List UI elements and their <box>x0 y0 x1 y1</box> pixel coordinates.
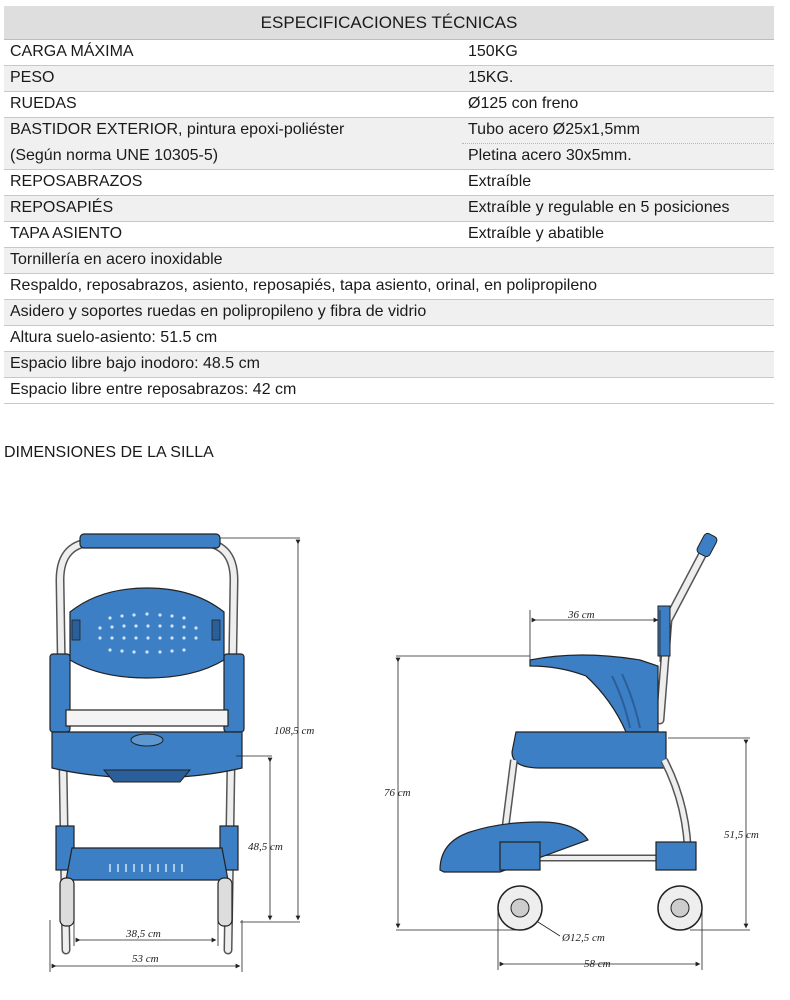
chair-dimension-drawing <box>0 470 790 995</box>
table-row <box>4 378 774 404</box>
spec-value: 150KG <box>462 40 774 66</box>
table-row <box>4 248 774 274</box>
table-row <box>4 326 774 352</box>
spec-label: PESO <box>4 66 462 92</box>
spec-value: Extraíble <box>462 170 774 196</box>
spec-table <box>4 6 774 404</box>
spec-value: Tubo acero Ø25x1,5mm <box>462 118 774 144</box>
dim-side-height: 76 cm <box>384 787 411 799</box>
spec-full-row: Espacio libre bajo inodoro: 48.5 cm <box>4 352 774 378</box>
table-row <box>4 222 774 248</box>
dim-front-clearance: 48,5 cm <box>248 841 283 853</box>
spec-value: Ø125 con freno <box>462 92 774 118</box>
spec-value: Extraíble y regulable en 5 posiciones <box>462 196 774 222</box>
table-title-row <box>4 6 774 40</box>
table-row <box>4 170 774 196</box>
spec-label: TAPA ASIENTO <box>4 222 462 248</box>
spec-label: CARGA MÁXIMA <box>4 40 462 66</box>
table-row <box>4 40 774 66</box>
table-row <box>4 66 774 92</box>
dim-side-length: 58 cm <box>584 958 611 970</box>
table-row <box>4 92 774 118</box>
spec-label: REPOSABRAZOS <box>4 170 462 196</box>
dim-front-height: 108,5 cm <box>274 725 315 737</box>
spec-full-row: Tornillería en acero inoxidable <box>4 248 774 274</box>
spec-full-row: Asidero y soportes ruedas en polipropileno y fibra de vidrio <box>4 300 774 326</box>
spec-full-row: Altura suelo-asiento: 51.5 cm <box>4 326 774 352</box>
front-view-chair <box>50 534 244 950</box>
table-row <box>4 118 774 144</box>
dim-side-seat-depth: 36 cm <box>568 609 595 621</box>
table-title: ESPECIFICACIONES TÉCNICAS <box>4 6 774 40</box>
dim-side-seat-height: 51,5 cm <box>724 829 759 841</box>
spec-value: Extraíble y abatible <box>462 222 774 248</box>
spec-value: 15KG. <box>462 66 774 92</box>
spec-label: (Según norma UNE 10305-5) <box>4 144 462 170</box>
dim-side-wheel: Ø12,5 cm <box>562 932 605 944</box>
spec-value: Pletina acero 30x5mm. <box>462 144 774 170</box>
table-row <box>4 300 774 326</box>
spec-label: REPOSAPIÉS <box>4 196 462 222</box>
spec-label: RUEDAS <box>4 92 462 118</box>
side-view-chair <box>440 532 718 930</box>
spec-full-row: Respaldo, reposabrazos, asiento, reposapiés, tapa asiento, orinal, en polipropileno <box>4 274 774 300</box>
table-row <box>4 144 774 170</box>
section-heading: DIMENSIONES DE LA SILLA <box>4 444 214 461</box>
table-row <box>4 352 774 378</box>
table-row <box>4 196 774 222</box>
dim-front-width: 53 cm <box>132 953 159 965</box>
table-row <box>4 274 774 300</box>
spec-full-row: Espacio libre entre reposabrazos: 42 cm <box>4 378 774 404</box>
dim-front-inner-width: 38,5 cm <box>126 928 161 940</box>
spec-label: BASTIDOR EXTERIOR, pintura epoxi-poliéster <box>4 118 462 144</box>
